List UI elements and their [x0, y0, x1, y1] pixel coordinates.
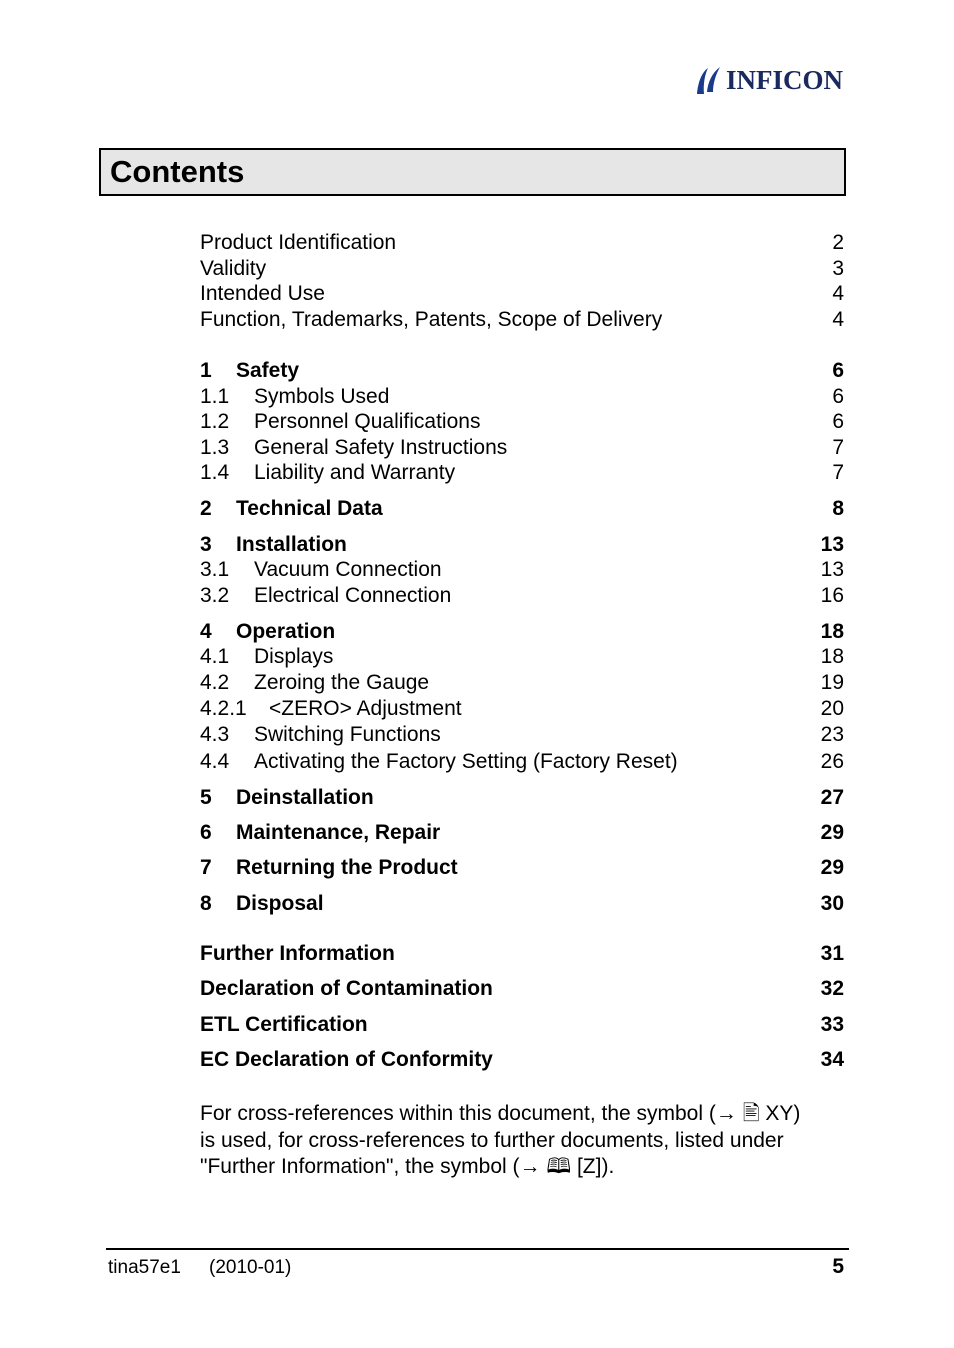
toc-page-number: 34 — [820, 1047, 844, 1071]
note-line-2: is used, for cross-references to further documents, listed under — [200, 1128, 784, 1152]
toc-number: 4 — [200, 619, 212, 643]
toc-title: EC Declaration of Conformity — [200, 1047, 493, 1071]
toc-row[interactable] — [200, 307, 844, 333]
toc-row[interactable] — [200, 619, 844, 645]
toc-page-number: 6 — [832, 359, 844, 382]
toc-page-number: 4 — [832, 282, 844, 305]
toc-page-number: 2 — [832, 231, 844, 254]
toc-title: Deinstallation — [236, 785, 374, 809]
toc-page-number: 29 — [820, 855, 844, 879]
toc-row[interactable] — [200, 557, 844, 583]
toc-row[interactable] — [200, 358, 844, 384]
toc-row[interactable] — [200, 281, 844, 307]
toc-title: Product Identification — [200, 231, 397, 254]
toc-page-number: 26 — [820, 749, 844, 773]
note-line-3: "Further Information", the symbol (→ 🕮 [Z]). — [200, 1155, 615, 1178]
toc-number: 4.4 — [200, 749, 230, 773]
inficon-swoosh-icon — [694, 64, 724, 96]
toc-row[interactable] — [200, 256, 844, 282]
toc-number: 4.1 — [200, 645, 230, 668]
footer-divider — [106, 1248, 849, 1250]
toc-page-number: 7 — [832, 435, 844, 459]
toc-title: Zeroing the Gauge — [254, 670, 430, 694]
toc-row[interactable] — [200, 941, 844, 967]
cross-reference-note — [200, 1101, 850, 1181]
toc-title: Declaration of Contamination — [200, 976, 493, 1000]
toc-row[interactable] — [200, 460, 844, 486]
toc-title: Switching Functions — [254, 723, 441, 746]
toc-title: Disposal — [236, 891, 324, 915]
toc-title: Personnel Qualifications — [254, 410, 481, 433]
toc-page-number: 16 — [820, 583, 844, 607]
toc-number: 1.4 — [200, 461, 230, 484]
toc-row[interactable] — [200, 976, 844, 1002]
toc-page-number: 18 — [820, 645, 844, 668]
toc-title: Safety — [236, 359, 300, 382]
toc-title: Technical Data — [236, 496, 383, 520]
toc-row[interactable] — [200, 1012, 844, 1038]
contents-heading-box — [99, 148, 846, 196]
toc-title: Installation — [236, 532, 347, 556]
toc-page-number: 31 — [820, 941, 844, 965]
toc-row[interactable] — [200, 749, 844, 775]
toc-row[interactable] — [200, 670, 844, 696]
toc-number: 1.2 — [200, 410, 230, 433]
toc-page-number: 4 — [832, 307, 844, 331]
toc-title: Intended Use — [200, 282, 325, 305]
toc-page-number: 6 — [832, 384, 844, 408]
toc-page-number: 18 — [820, 619, 844, 643]
toc-title: Symbols Used — [254, 384, 390, 408]
note-line-1: For cross-references within this document, the symbol (→ 🖹 XY) — [200, 1102, 801, 1125]
toc-number: 3.2 — [200, 583, 230, 607]
toc-title: <ZERO> Adjustment — [269, 697, 462, 720]
toc-row[interactable] — [200, 435, 844, 461]
toc-number: 4.2 — [200, 670, 230, 694]
toc-number: 4.2.1 — [200, 697, 247, 720]
toc-page-number: 6 — [832, 410, 844, 433]
toc-title: Returning the Product — [236, 855, 458, 879]
toc-number: 4.3 — [200, 723, 230, 746]
toc-row[interactable] — [200, 722, 844, 748]
toc-title: Liability and Warranty — [254, 461, 456, 484]
toc-number: 8 — [200, 891, 212, 915]
toc-title: Operation — [236, 619, 336, 643]
toc-row[interactable] — [200, 532, 844, 558]
toc-row[interactable] — [200, 583, 844, 609]
toc-page-number: 20 — [820, 697, 844, 720]
inficon-logo — [694, 64, 843, 96]
footer-page-number: 5 — [832, 1255, 844, 1278]
toc-number: 1.3 — [200, 435, 230, 459]
toc-title: Validity — [200, 256, 267, 280]
toc-row[interactable] — [200, 230, 844, 256]
logo-text: INFICON — [726, 64, 844, 95]
footer-doc-code: tina57e1 — [108, 1257, 181, 1278]
toc-page-number: 8 — [832, 496, 844, 520]
toc-title: ETL Certification — [200, 1012, 368, 1036]
toc-title: Activating the Factory Setting (Factory Reset) — [254, 749, 678, 773]
toc-number: 1.1 — [200, 384, 230, 408]
toc-number: 1 — [200, 359, 212, 382]
toc-title: Further Information — [200, 941, 395, 965]
toc-title: Function, Trademarks, Patents, Scope of Delivery — [200, 307, 663, 331]
toc-row[interactable] — [200, 384, 844, 410]
toc-page-number: 33 — [820, 1012, 844, 1036]
toc-row[interactable] — [200, 891, 844, 917]
toc-page-number: 19 — [820, 670, 844, 694]
toc-title: Vacuum Connection — [254, 558, 442, 581]
toc-row[interactable] — [200, 496, 844, 522]
toc-page-number: 29 — [820, 820, 844, 844]
page-title: Contents — [110, 154, 245, 189]
toc-row[interactable] — [200, 785, 844, 811]
toc-row[interactable] — [200, 855, 844, 881]
toc-page-number: 23 — [820, 723, 844, 746]
toc-title: Electrical Connection — [254, 583, 452, 607]
toc-page-number: 13 — [820, 558, 844, 581]
toc-title: Displays — [254, 645, 334, 668]
toc-title: General Safety Instructions — [254, 435, 508, 459]
toc-number: 3.1 — [200, 558, 230, 581]
toc-page-number: 3 — [832, 256, 844, 280]
toc-number: 6 — [200, 820, 212, 844]
toc-row[interactable] — [200, 409, 844, 435]
toc-page-number: 32 — [820, 976, 844, 1000]
toc-page-number: 30 — [820, 891, 844, 915]
toc-row[interactable] — [200, 696, 844, 722]
toc-row[interactable] — [200, 820, 844, 846]
toc-page-number: 7 — [832, 461, 844, 484]
footer-date: (2010-01) — [209, 1257, 292, 1278]
toc-page-number: 27 — [820, 785, 844, 809]
toc-page-number: 13 — [820, 532, 844, 556]
toc-title: Maintenance, Repair — [236, 820, 441, 844]
toc-number: 7 — [200, 855, 212, 879]
toc-number: 2 — [200, 496, 212, 520]
toc-row[interactable] — [200, 644, 844, 670]
toc-row[interactable] — [200, 1047, 844, 1073]
toc-number: 3 — [200, 532, 212, 556]
toc-number: 5 — [200, 785, 212, 809]
